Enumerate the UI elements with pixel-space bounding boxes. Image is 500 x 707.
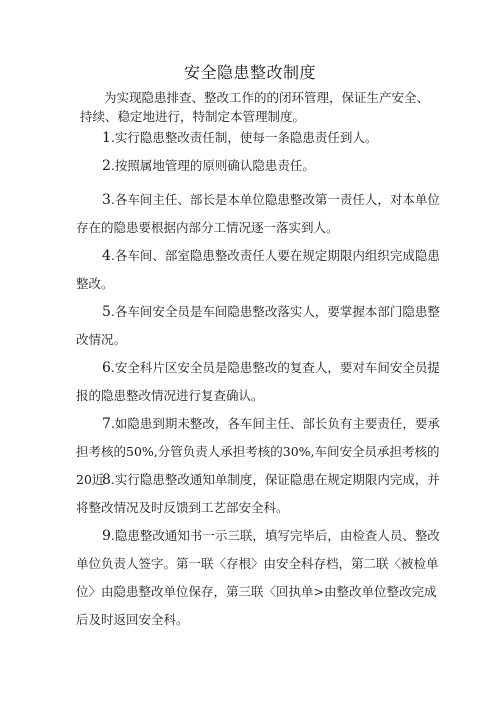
rule-item-4 (76, 242, 440, 298)
rule-text: .按照属地管理的原则确认隐患责任。 (110, 158, 315, 173)
rule-item-2 (76, 152, 440, 180)
intro-paragraph: 为实现隐患排查、整改工作的的闭环管理，保证生产安全、持续、稳定地进行，特制定本管理制度。 (80, 90, 430, 124)
rule-item-5 (76, 298, 440, 354)
rule-text: .实行隐患整改责任制，使每一条隐患责任到人。 (110, 130, 378, 145)
rule-item-1 (76, 124, 440, 152)
document-title: 安全隐患整改制度 (183, 63, 316, 82)
rule-number: 3 (102, 192, 111, 208)
rule-item-8 (76, 466, 440, 522)
rule-text: .各车间安全员是车间隐患整改落实人，要掌握本部门隐患整改情况。 (76, 304, 440, 347)
rule-number: 9 (102, 528, 111, 544)
rule-number: 8 (102, 472, 111, 488)
rule-item-9 (76, 522, 440, 634)
rule-number: 1 (102, 130, 111, 146)
rule-text: .各车间、部室隐患整改责任人要在规定期限内组织完成隐患整改。 (76, 248, 440, 291)
rule-number: 2 (102, 158, 111, 174)
rule-number: 5 (102, 304, 111, 320)
rule-text: .实行隐患整改通知单制度，保证隐患在规定期限内完成，并将整改情况及时反馈到工艺部安全科。 (76, 472, 440, 515)
rule-number: 4 (102, 248, 111, 264)
rule-text: .安全科片区安全员是隐患整改的复查人，要对车间安全员提报的隐患整改情况进行复查确认。 (76, 360, 440, 403)
rule-number: 6 (102, 360, 111, 376)
rule-item-6 (76, 354, 440, 410)
rule-text: .如隐患到期未整改，各车间主任、部长负有主要责任，要承担考核的50%,分管负责人承担考核的30%,车间安全员承担考核的20近 (76, 416, 440, 487)
rule-number: 7 (102, 416, 111, 432)
rule-item-3 (76, 186, 440, 242)
rule-text: .隐患整改通知书一示三联，填写完毕后，由检查人员、整改单位负责人签字。第一联〈存根〉由安全科存档，第二联〈被检单位〉由隐患整改单位保存，第三联〈回执单>由整改单位整改完成后及时返回安全科。 (76, 528, 440, 627)
rule-text: .各车间主任、部长是本单位隐患整改第一责任人，对本单位存在的隐患要根据内部分工情况逐一落实到人。 (76, 192, 440, 235)
